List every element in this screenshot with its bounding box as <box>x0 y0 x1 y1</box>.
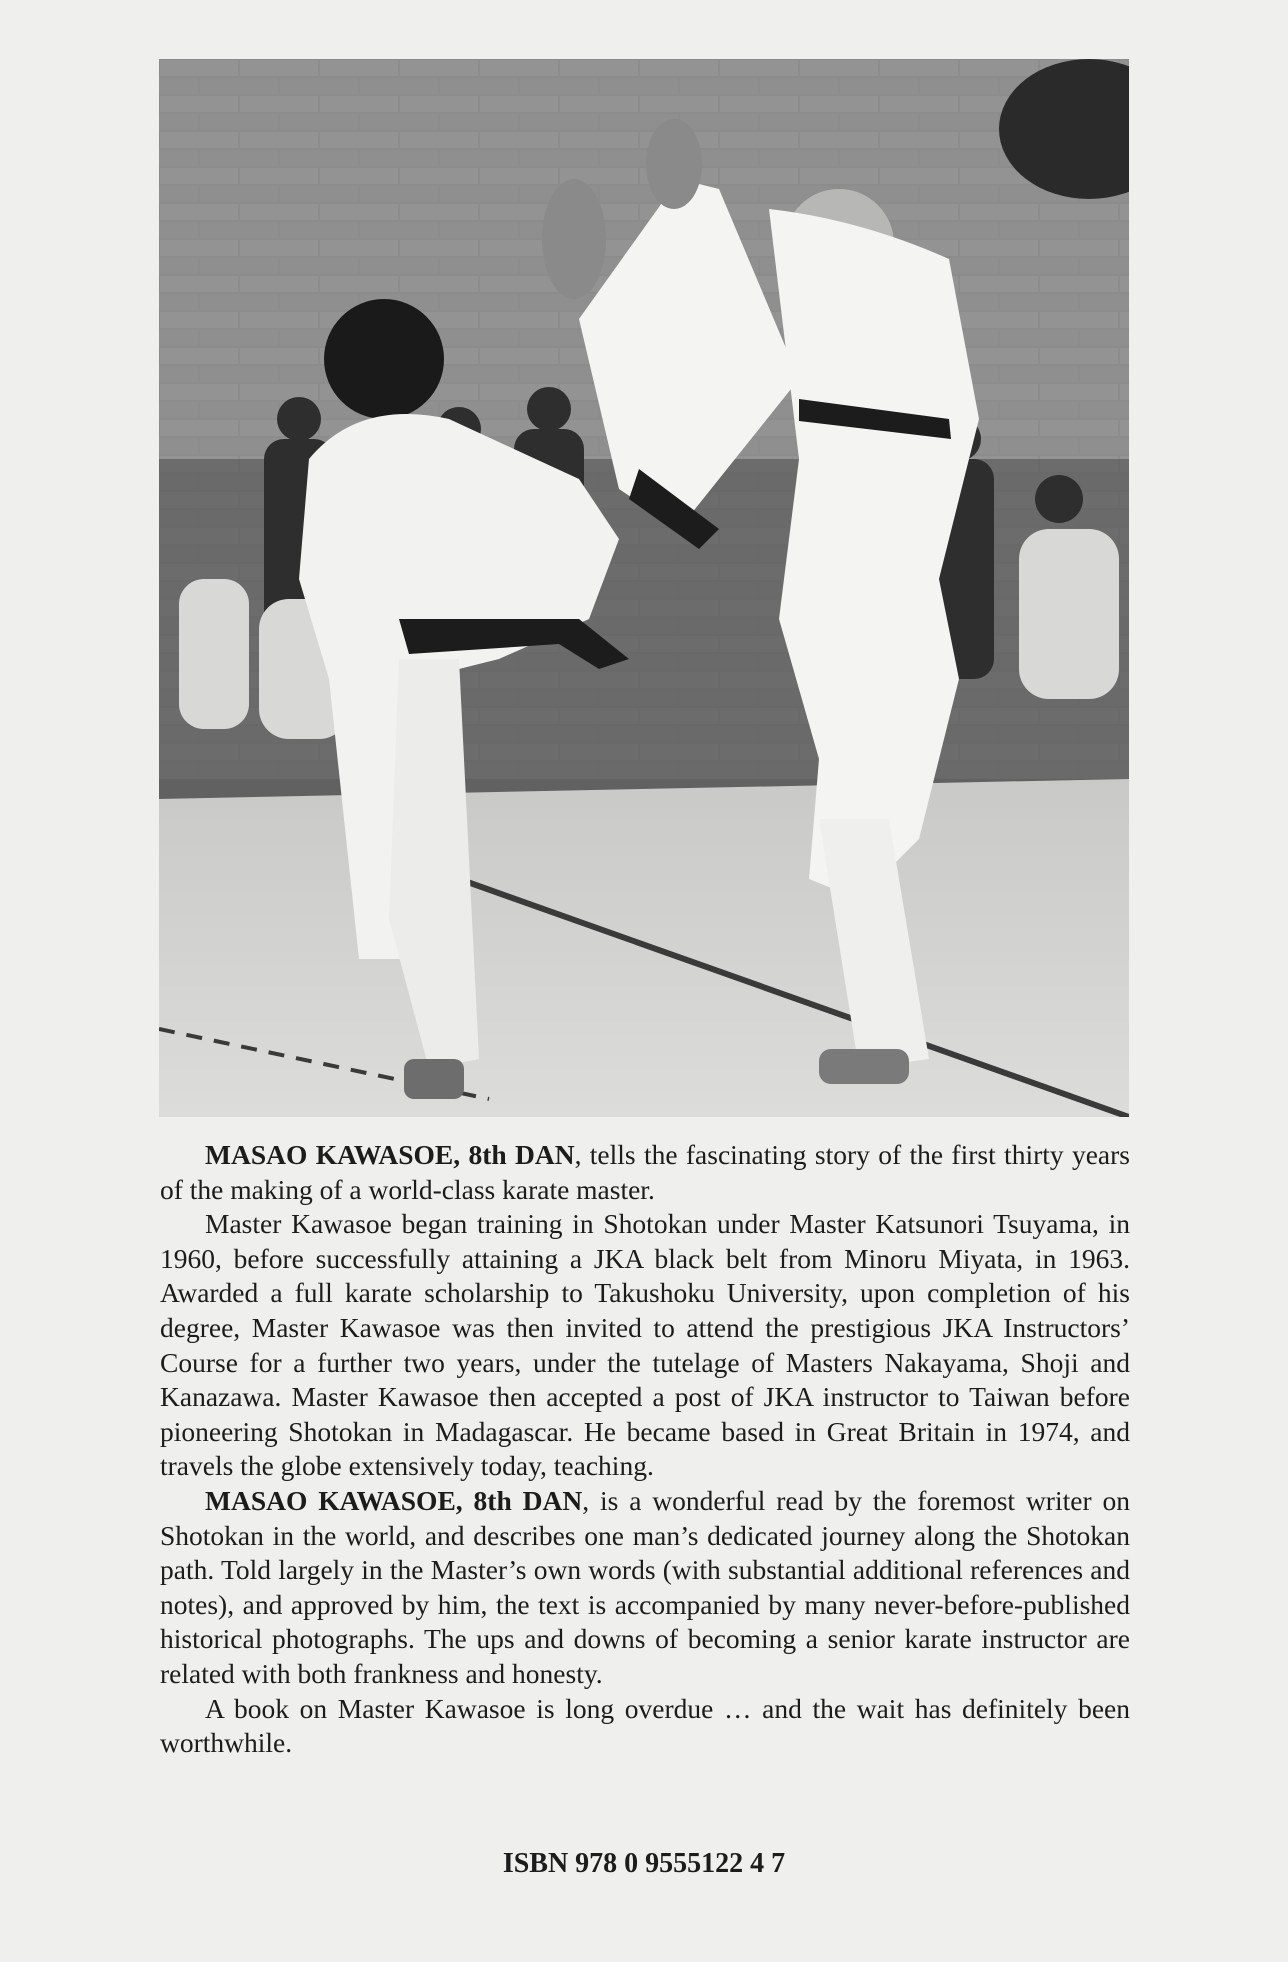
karate-photo-illustration <box>159 59 1129 1117</box>
paragraph-1: MASAO KAWASOE, 8th DAN, tells the fascinating story of the first thirty years of the making of a world-class karate master. <box>160 1139 1130 1205</box>
book-title-lead: MASAO KAWASOE, 8th DAN <box>205 1484 583 1516</box>
book-title-lead: MASAO KAWASOE, 8th DAN <box>205 1139 575 1170</box>
isbn: ISBN 978 0 9555122 4 7 <box>502 1848 786 1879</box>
paragraph-4: A book on Master Kawasoe is long overdue … and the wait has definitely been worthwhile. <box>160 1692 1130 1759</box>
description <box>160 1138 1130 1761</box>
karate-photo <box>159 59 1129 1117</box>
paragraph-3: MASAO KAWASOE, 8th DAN, is a wonderful read by the foremost writer on Shotokan in the world, and describes one man’s dedicated journey along the Shotokan path. Told largely in the Master’s own words (with substantial additional references and notes), and approved by him, the text is accompanied by many never-before-published historical photographs. The ups and downs of becoming a senior karate instructor are related with both frankness and honesty. <box>160 1484 1131 1689</box>
paragraph-2: Master Kawasoe began training in Shotokan under Master Katsunori Tsuyama, in 1960, before successfully attaining a JKA black belt from Minoru Miyata, in 1963. Awarded a full karate scholarship to Takushoku University, upon completion of his degree, Master Kawasoe was then invited to attend the prestigious JKA Instructors’ Course for a further two years, under the tutelage of Masters Nakayama, Shoji and Kanazawa. Master Kawasoe then accepted a post of JKA instructor to Taiwan before pioneering Shotokan in Madagascar. He became based in Great Britain in 1974, and travels the globe extensively today, teaching. <box>160 1208 1130 1482</box>
